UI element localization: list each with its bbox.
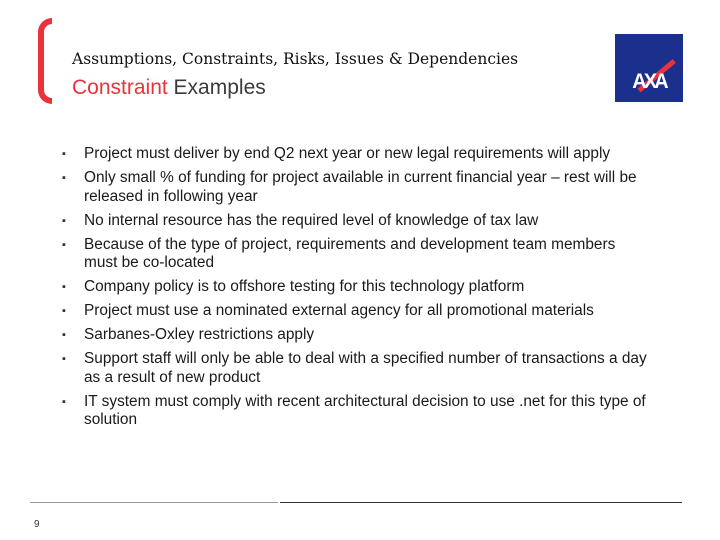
header-bracket <box>38 18 52 104</box>
list-item <box>62 278 647 297</box>
bullet-marker: ▪ <box>62 214 66 227</box>
list-item <box>62 350 647 387</box>
list-item <box>62 212 647 231</box>
list-item <box>62 393 647 430</box>
footer-divider-left <box>30 502 278 503</box>
list-item-text: Sarbanes-Oxley restrictions apply <box>84 326 315 344</box>
list-item <box>62 326 647 345</box>
list-item-text: Project must deliver by end Q2 next year or new legal requirements will apply <box>84 145 611 162</box>
page-title: Assumptions, Constraints, Risks, Issues & Dependencies <box>72 50 519 68</box>
bullet-marker: ▪ <box>62 353 66 366</box>
bullet-marker: ▪ <box>62 281 66 294</box>
list-item-text: IT system must comply with recent architectural decision to use .net for this type of solution <box>84 392 646 429</box>
list-item-text: No internal resource has the required level of knowledge of tax law <box>84 211 539 229</box>
list-item <box>62 169 647 206</box>
list-item <box>62 302 647 321</box>
bullet-marker: ▪ <box>62 148 66 160</box>
list-item-text: Project must use a nominated external agency for all promotional materials <box>84 302 594 320</box>
list-item-text: Because of the type of project, requirements and development team members must be co-located <box>84 235 616 272</box>
subtitle-rest: Examples <box>167 76 266 99</box>
axa-logo <box>615 34 683 102</box>
list-item <box>62 236 647 273</box>
list-item-text: Company policy is to offshore testing for this technology platform <box>84 278 525 296</box>
list-item-text: Only small % of funding for project available in current financial year – rest will be released in following year <box>84 168 637 205</box>
page-number: 9 <box>34 519 40 530</box>
constraint-list <box>62 145 647 435</box>
page-subtitle <box>72 76 266 100</box>
bullet-marker: ▪ <box>62 395 66 408</box>
bullet-marker: ▪ <box>62 171 66 184</box>
bullet-marker: ▪ <box>62 329 66 342</box>
bullet-marker: ▪ <box>62 238 66 251</box>
list-item <box>62 145 647 164</box>
subtitle-highlight: Constraint <box>72 76 168 99</box>
list-item-text: Support staff will only be able to deal with a specified number of transactions a day as a result of new product <box>84 350 647 386</box>
logo-wordmark: AXA <box>632 70 666 93</box>
footer-divider-right <box>280 502 682 503</box>
bullet-marker: ▪ <box>62 305 66 318</box>
